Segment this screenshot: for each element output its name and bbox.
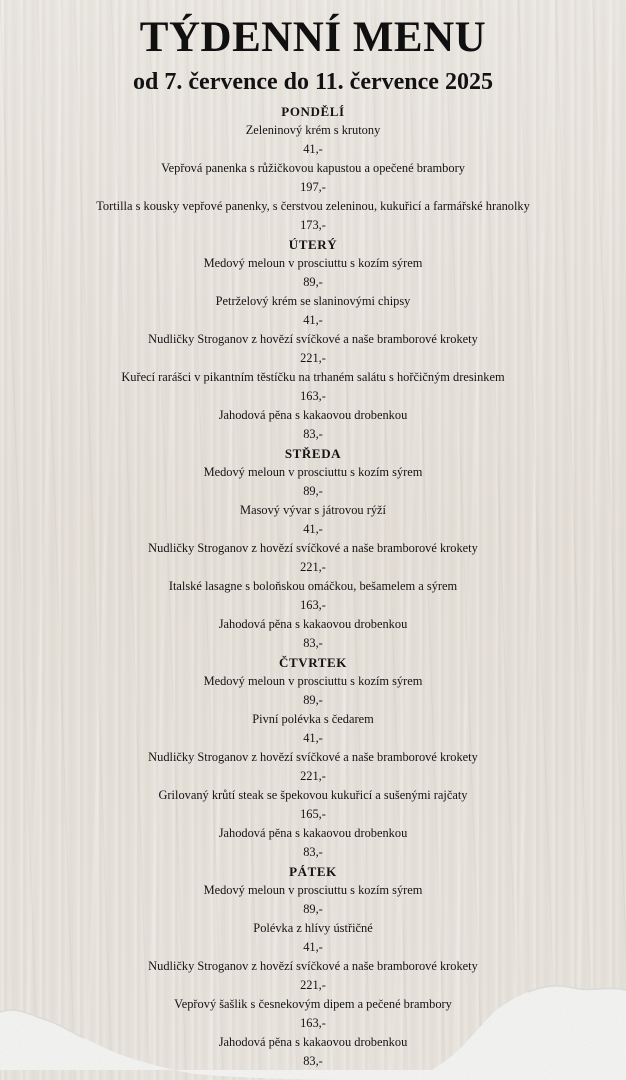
day-heading: ČTVRTEK	[278, 655, 348, 670]
dish-price: 221,-	[300, 769, 326, 783]
dish-price: 83,-	[303, 1054, 323, 1068]
dish-price: 221,-	[300, 978, 326, 992]
dish-item	[0, 957, 626, 995]
dish-item	[0, 159, 626, 197]
dish-name: Medový meloun v prosciuttu s kozím sýrem	[203, 883, 423, 897]
menu-date-range: od 7. července do 11. července 2025	[133, 69, 493, 95]
dish-price: 41,-	[303, 731, 323, 745]
dish-name: Medový meloun v prosciuttu s kozím sýrem	[203, 256, 423, 270]
dish-item	[0, 406, 626, 444]
dish-item	[0, 197, 626, 235]
dish-price: 83,-	[303, 427, 323, 441]
dish-name: Vepřová panenka s růžičkovou kapustou a opečené brambory	[161, 161, 465, 175]
day-list	[0, 102, 626, 1071]
dish-item	[0, 881, 626, 919]
dish-item	[0, 615, 626, 653]
dish-name: Jahodová pěna s kakaovou drobenkou	[218, 617, 408, 631]
dish-price: 83,-	[303, 845, 323, 859]
dish-item	[0, 710, 626, 748]
dish-price: 41,-	[303, 313, 323, 327]
day-heading: PONDĚLÍ	[281, 104, 345, 119]
day-section-wednesday	[0, 444, 626, 653]
dish-name: Italské lasagne s boloňskou omáčkou, bešamelem a sýrem	[168, 579, 458, 593]
dish-price: 163,-	[300, 389, 326, 403]
dish-price: 41,-	[303, 940, 323, 954]
dish-item	[0, 577, 626, 615]
dish-item	[0, 292, 626, 330]
dish-name: Grilovaný krůtí steak se špekovou kukuřicí a sušenými rajčaty	[158, 788, 468, 802]
dish-name: Nudličky Stroganov z hovězí svíčkové a naše bramborové krokety	[148, 541, 478, 555]
dish-item	[0, 748, 626, 786]
dish-price: 165,-	[300, 807, 326, 821]
dish-name: Masový vývar s játrovou rýží	[240, 503, 386, 517]
dish-price: 89,-	[303, 484, 323, 498]
dish-name: Zeleninový krém s krutony	[245, 123, 381, 137]
dish-name: Nudličky Stroganov z hovězí svíčkové a naše bramborové krokety	[148, 750, 478, 764]
dish-name: Medový meloun v prosciuttu s kozím sýrem	[203, 674, 423, 688]
day-heading: PÁTEK	[289, 864, 337, 879]
dish-item	[0, 254, 626, 292]
day-section-tuesday	[0, 235, 626, 444]
dish-name: Jahodová pěna s kakaovou drobenkou	[218, 1035, 408, 1049]
dish-name: Vepřový šašlik s česnekovým dipem a pečené brambory	[174, 997, 452, 1011]
dish-price: 41,-	[303, 522, 323, 536]
dish-item	[0, 1033, 626, 1071]
dish-price: 83,-	[303, 636, 323, 650]
dish-price: 89,-	[303, 275, 323, 289]
dish-name: Jahodová pěna s kakaovou drobenkou	[218, 826, 408, 840]
dish-item	[0, 121, 626, 159]
dish-name: Pivní polévka s čedarem	[252, 712, 374, 726]
day-section-friday	[0, 862, 626, 1071]
dish-price: 163,-	[300, 1016, 326, 1030]
dish-name: Nudličky Stroganov z hovězí svíčkové a naše bramborové krokety	[148, 332, 478, 346]
dish-price: 41,-	[303, 142, 323, 156]
dish-item	[0, 824, 626, 862]
dish-item	[0, 672, 626, 710]
menu-title: TÝDENNÍ MENU	[139, 14, 487, 61]
dish-name: Petrželový krém se slaninovými chipsy	[215, 294, 411, 308]
dish-price: 221,-	[300, 560, 326, 574]
dish-item	[0, 463, 626, 501]
dish-price: 197,-	[300, 180, 326, 194]
dish-name: Kuřecí rarášci v pikantním těstíčku na trhaném salátu s hořčičným dresinkem	[121, 370, 505, 384]
day-section-monday	[0, 102, 626, 235]
dish-name: Tortilla s kousky vepřové panenky, s čerstvou zeleninou, kukuřicí a farmářské hranolky	[96, 199, 530, 213]
dish-item	[0, 330, 626, 368]
dish-name: Jahodová pěna s kakaovou drobenkou	[218, 408, 408, 422]
dish-item	[0, 919, 626, 957]
dish-item	[0, 539, 626, 577]
dish-item	[0, 786, 626, 824]
dish-item	[0, 368, 626, 406]
dish-price: 89,-	[303, 902, 323, 916]
dish-item	[0, 501, 626, 539]
day-heading: ÚTERÝ	[288, 237, 338, 252]
dish-item	[0, 995, 626, 1033]
dish-price: 221,-	[300, 351, 326, 365]
dish-price: 89,-	[303, 693, 323, 707]
dish-name: Nudličky Stroganov z hovězí svíčkové a naše bramborové krokety	[148, 959, 478, 973]
dish-name: Medový meloun v prosciuttu s kozím sýrem	[203, 465, 423, 479]
day-section-thursday	[0, 653, 626, 862]
dish-price: 163,-	[300, 598, 326, 612]
dish-price: 173,-	[300, 218, 326, 232]
dish-name: Polévka z hlívy ústřičné	[253, 921, 373, 935]
day-heading: STŘEDA	[284, 446, 342, 461]
